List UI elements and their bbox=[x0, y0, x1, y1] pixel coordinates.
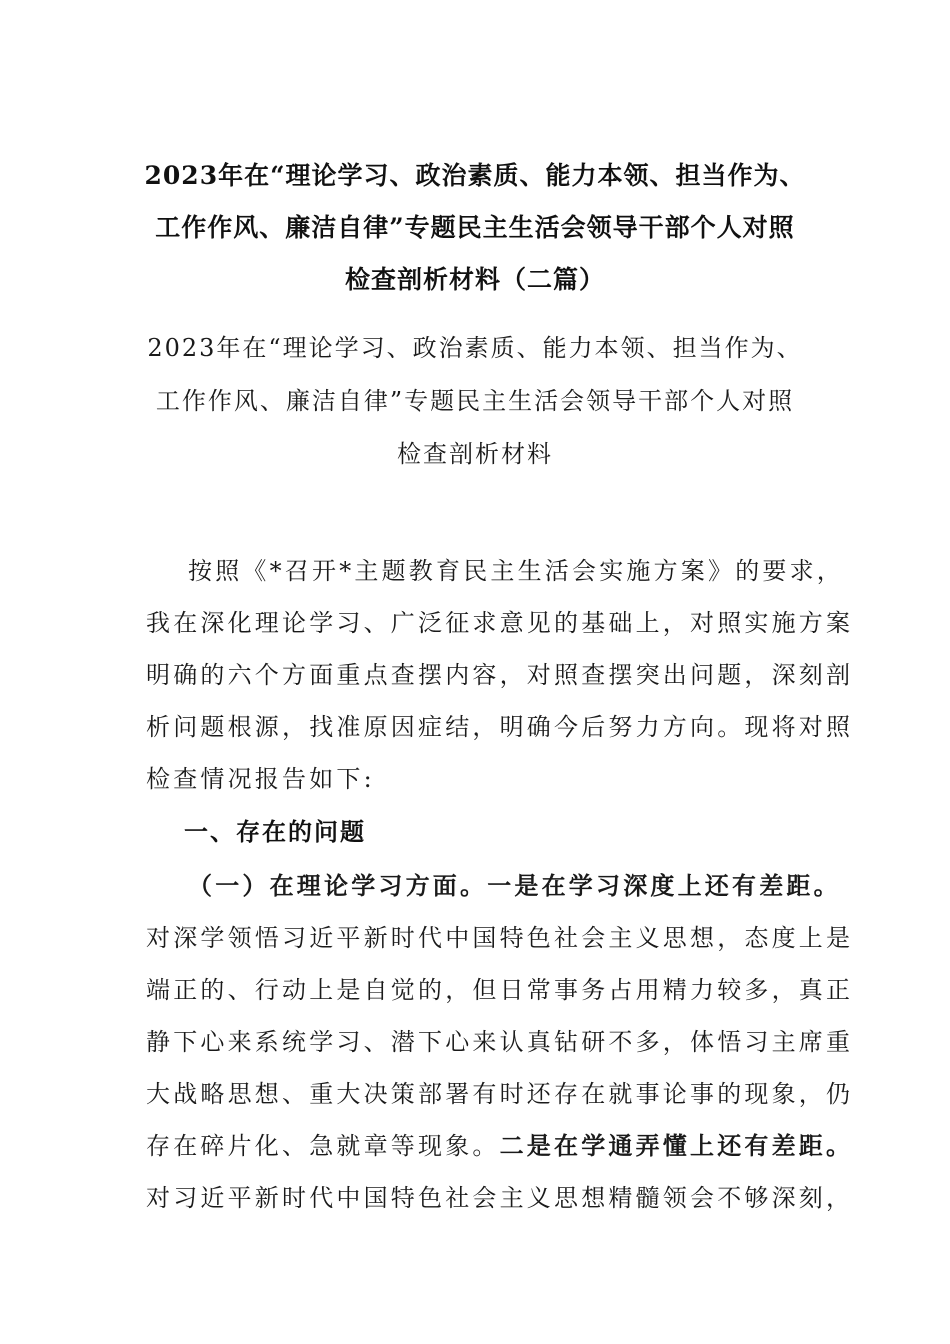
section-line-6-bold: 二是在学通弄懂上还有差距。 bbox=[499, 1131, 854, 1160]
title-line-2: 工作作风、廉洁自律”专题民主生活会领导干部个人对照 bbox=[155, 213, 795, 242]
intro-line-5: 检查情况报告如下: bbox=[146, 765, 375, 793]
section-line-6 bbox=[146, 1120, 854, 1172]
section-line-2: 对深学领悟习近平新时代中国特色社会主义思想，态度上是 bbox=[146, 924, 854, 952]
intro-line-4: 析问题根源，找准原因症结，明确今后努力方向。现将对照 bbox=[146, 713, 854, 741]
intro-paragraph bbox=[146, 545, 854, 805]
section-line-5: 大战略思想、重大决策部署有时还存在就事论事的现象，仍 bbox=[146, 1080, 854, 1108]
section-paragraph bbox=[146, 860, 854, 1224]
intro-line-2: 我在深化理论学习、广泛征求意见的基础上，对照实施方案 bbox=[146, 609, 854, 637]
subtitle-line-2: 工作作风、廉洁自律”专题民主生活会领导干部个人对照 bbox=[155, 387, 795, 415]
subtitle-line-3: 检查剖析材料 bbox=[397, 440, 553, 468]
section-line-6-normal: 存在碎片化、急就章等现象。 bbox=[146, 1132, 500, 1160]
title-line-1: 2023年在“理论学习、政治素质、能力本领、担当作为、 bbox=[144, 161, 806, 190]
document-title bbox=[140, 150, 810, 306]
subtitle-line-1: 2023年在“理论学习、政治素质、能力本领、担当作为、 bbox=[147, 334, 803, 362]
title-line-3: 检查剖析材料（二篇） bbox=[344, 265, 605, 294]
section-line-7: 对习近平新时代中国特色社会主义思想精髓领会不够深刻， bbox=[146, 1184, 854, 1212]
section-line-4: 静下心来系统学习、潜下心来认真钻研不多，体悟习主席重 bbox=[146, 1028, 854, 1056]
section-heading: 一、存在的问题 bbox=[184, 817, 366, 846]
intro-line-3: 明确的六个方面重点查摆内容，对照查摆突出问题，深刻剖 bbox=[146, 661, 854, 689]
intro-line-1: 按照《*召开*主题教育民主生活会实施方案》的要求， bbox=[188, 557, 844, 585]
section-line-1: （一）在理论学习方面。一是在学习深度上还有差距。 bbox=[188, 871, 841, 900]
section-line-3: 端正的、行动上是自觉的，但日常事务占用精力较多，真正 bbox=[146, 976, 854, 1004]
document-subtitle bbox=[140, 322, 810, 481]
